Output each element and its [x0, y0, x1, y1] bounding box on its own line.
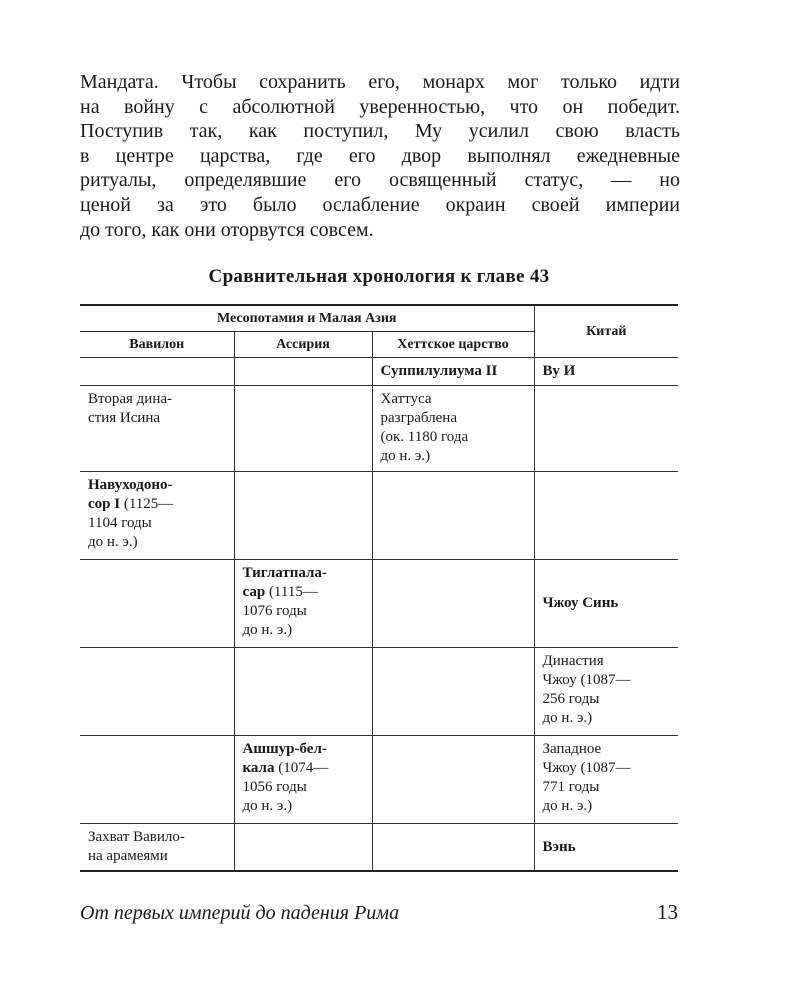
cell-text: сар	[242, 584, 266, 600]
cell-text: 1076 годы	[242, 603, 307, 619]
cell-line	[543, 594, 673, 613]
table-cell-assyria	[234, 648, 372, 736]
table-cell-babylon	[80, 648, 234, 736]
cell-line	[88, 476, 228, 495]
cell-text: (ок. 1180 года	[380, 429, 469, 445]
table-cell-assyria	[234, 386, 372, 472]
header-hittite: Хеттское царство	[372, 332, 534, 358]
cell-text: Династия	[542, 653, 604, 669]
cell-line	[381, 409, 528, 428]
cell-line	[243, 564, 366, 583]
table-cell-hittite	[372, 386, 534, 472]
table-cell-china	[534, 472, 678, 560]
table-cell-assyria	[234, 736, 372, 824]
body-paragraph	[80, 70, 680, 242]
paragraph-line: на войну с абсолютной уверенностью, что он победит.	[80, 95, 680, 118]
cell-text: разграблена	[380, 410, 457, 426]
cell-line	[543, 740, 673, 759]
cell-line	[543, 797, 673, 816]
table-row	[80, 736, 678, 824]
cell-text: 1104 годы	[88, 515, 152, 531]
cell-text: Навуходоно-	[88, 477, 173, 493]
table-cell-babylon	[80, 358, 234, 386]
table-cell-hittite	[372, 560, 534, 648]
cell-text: Ашшур-бел-	[242, 741, 327, 757]
cell-line	[543, 362, 673, 381]
cell-line	[543, 838, 673, 857]
chronology-table	[80, 304, 678, 872]
table-cell-china	[534, 358, 678, 386]
cell-text: стия Исина	[88, 410, 161, 426]
cell-text-rest: (1125—	[120, 496, 174, 512]
table-cell-assyria	[234, 472, 372, 560]
cell-line	[381, 428, 528, 447]
cell-text: до н. э.)	[88, 534, 138, 550]
cell-line	[543, 671, 673, 690]
cell-line	[243, 583, 366, 602]
cell-text: Тиглатпала-	[242, 565, 327, 581]
cell-line	[543, 690, 673, 709]
table-cell-hittite	[372, 648, 534, 736]
cell-line	[381, 362, 528, 381]
table-cell-assyria	[234, 560, 372, 648]
paragraph-line: Поступив так, как поступил, Му усилил свою власть	[80, 120, 680, 143]
paragraph-line: Мандата. Чтобы сохранить его, монарх мог только идти	[80, 71, 680, 93]
cell-text: кала	[242, 760, 275, 776]
table-cell-babylon	[80, 736, 234, 824]
page-number: 13	[657, 900, 678, 924]
footer-book-title: От первых империй до падения Рима	[80, 902, 400, 924]
cell-text-rest: (1115—	[265, 584, 318, 600]
cell-text: до н. э.)	[542, 798, 593, 814]
cell-line	[88, 495, 228, 514]
cell-line	[243, 778, 366, 797]
cell-line	[88, 409, 228, 428]
table-row	[80, 560, 678, 648]
cell-text: до н. э.)	[380, 448, 431, 464]
table-row	[80, 358, 678, 386]
table-cell-china	[534, 824, 678, 872]
cell-line	[543, 759, 673, 778]
cell-text: Вэнь	[542, 838, 576, 855]
table-cell-babylon	[80, 824, 234, 872]
cell-line	[88, 847, 228, 866]
cell-line	[243, 797, 366, 816]
cell-text: 256 годы	[542, 691, 600, 707]
header-china: Китай	[534, 305, 678, 358]
cell-line	[381, 390, 528, 409]
header-assyria: Ассирия	[234, 332, 372, 358]
table-row	[80, 824, 678, 872]
table-row	[80, 386, 678, 472]
table-cell-hittite	[372, 472, 534, 560]
table-cell-china	[534, 648, 678, 736]
cell-text: Чжоу Синь	[542, 595, 619, 611]
cell-text: Хаттуса	[380, 391, 432, 407]
cell-text: до н. э.)	[242, 798, 293, 814]
cell-text: 771 годы	[542, 779, 600, 795]
table-cell-hittite	[372, 824, 534, 872]
table-cell-hittite	[372, 736, 534, 824]
table-row	[80, 472, 678, 560]
cell-line	[88, 390, 228, 409]
table-cell-hittite	[372, 358, 534, 386]
cell-line	[543, 778, 673, 797]
paragraph-line: до того, как они оторвутся совсем.	[80, 218, 374, 241]
cell-text: Ву И	[542, 363, 576, 379]
header-babylon: Вавилон	[80, 332, 234, 358]
table-cell-china	[534, 736, 678, 824]
cell-text: на арамеями	[88, 848, 168, 864]
table-body	[80, 358, 678, 872]
paragraph-line: ритуалы, определявшие его освященный статус, — но	[80, 169, 680, 192]
header-mesopotamia: Месопотамия и Малая Азия	[80, 305, 534, 332]
cell-line	[88, 514, 228, 533]
cell-line	[381, 447, 528, 466]
cell-text: Чжоу (1087—	[542, 672, 631, 688]
table-header-row	[80, 305, 678, 332]
paragraph-line: ценой за это было ослабление окраин своей империи	[80, 193, 680, 216]
cell-line	[543, 709, 673, 728]
cell-text-rest: (1074—	[274, 760, 329, 776]
table-row	[80, 648, 678, 736]
cell-text: Вторая дина-	[88, 391, 173, 407]
table-cell-babylon	[80, 472, 234, 560]
table-cell-babylon	[80, 386, 234, 472]
cell-line	[543, 652, 673, 671]
cell-line	[243, 602, 366, 621]
paragraph-line: в центре царства, где его двор выполнял ежедневные	[80, 144, 680, 167]
table-cell-babylon	[80, 560, 234, 648]
cell-text: до н. э.)	[542, 710, 593, 726]
cell-text: Захват Вавило-	[88, 829, 185, 845]
cell-text: сор I	[88, 496, 121, 512]
cell-text: до н. э.)	[242, 622, 293, 638]
cell-line	[243, 621, 366, 640]
cell-line	[88, 533, 228, 552]
table-cell-assyria	[234, 824, 372, 872]
cell-text: Чжоу (1087—	[542, 760, 631, 776]
cell-text: 1056 годы	[242, 779, 307, 795]
cell-text: Суппилулиума II	[380, 363, 498, 379]
table-cell-china	[534, 386, 678, 472]
cell-line	[243, 759, 366, 778]
table-title: Сравнительная хронология к главе 43	[208, 266, 550, 287]
table-cell-assyria	[234, 358, 372, 386]
cell-line	[88, 828, 228, 847]
cell-line	[243, 740, 366, 759]
table-cell-china	[534, 560, 678, 648]
cell-text: Западное	[542, 741, 602, 757]
